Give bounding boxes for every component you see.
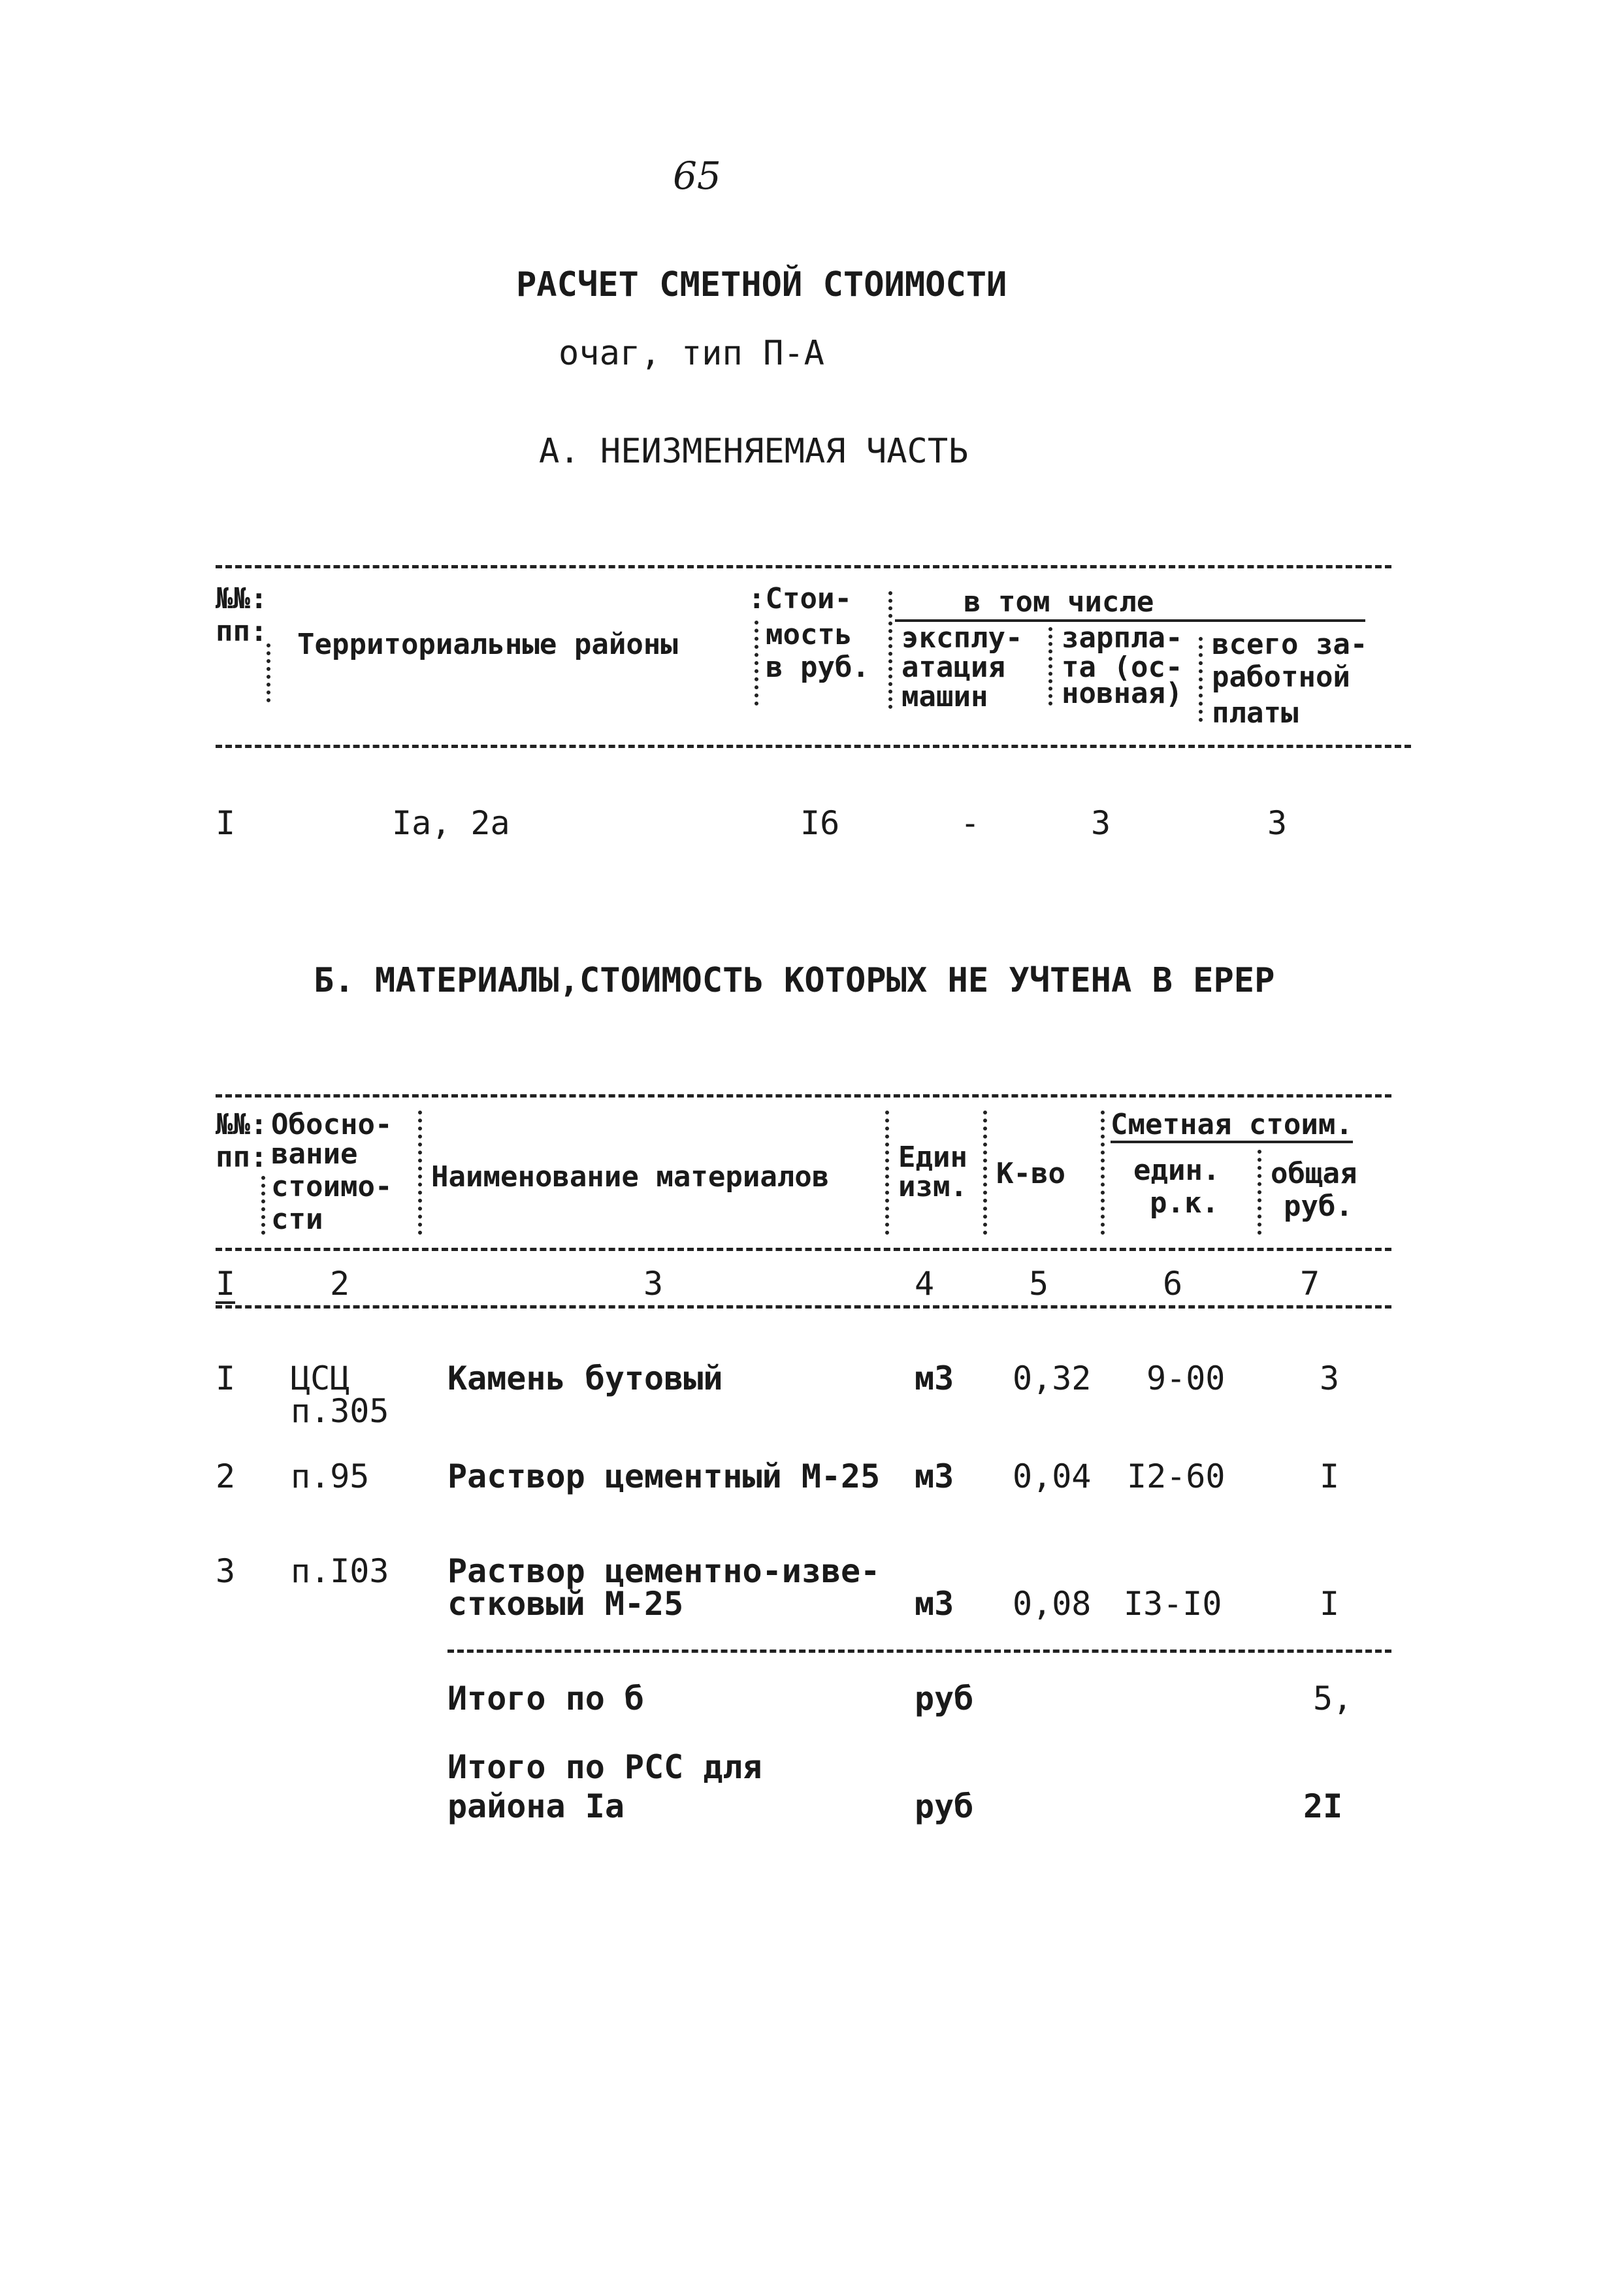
header-unit-price: р.к. — [1150, 1186, 1219, 1220]
header-cost: :Стои- — [748, 582, 852, 615]
header-cost: мость — [766, 618, 853, 651]
header-total-rub: общая — [1271, 1157, 1357, 1190]
row-number: I — [216, 1359, 236, 1397]
header-num: №№: — [216, 582, 268, 615]
section-b-top-rule — [216, 1094, 1391, 1098]
row-quantity: 0,04 — [1013, 1457, 1092, 1495]
summary-label: Итого по б — [447, 1680, 645, 1717]
totals-rule — [447, 1650, 1391, 1653]
row-basis: п.95 — [291, 1457, 370, 1495]
row-cost: I6 — [800, 804, 840, 842]
column-number: 4 — [915, 1265, 935, 1303]
column-separator — [755, 621, 758, 706]
header-machine-operation: эксплу- — [901, 621, 1023, 655]
section-a-header-rule — [216, 745, 1411, 748]
header-base-salary: зарпла- — [1062, 621, 1183, 655]
column-separator — [1258, 1150, 1261, 1235]
column-number: 7 — [1300, 1265, 1320, 1303]
section-a-heading: А. НЕИЗМЕНЯЕМАЯ ЧАСТЬ — [539, 432, 969, 471]
row-machine-operation: - — [960, 804, 981, 842]
column-separator — [267, 643, 270, 702]
header-basis: стоимо- — [271, 1170, 393, 1203]
summary-unit: руб — [915, 1680, 974, 1717]
header-unit: Един — [898, 1141, 967, 1174]
row-unit: м3 — [915, 1359, 954, 1397]
header-basis: вание — [271, 1137, 358, 1171]
summary-total: 2I — [1303, 1787, 1343, 1825]
header-basis: сти — [271, 1203, 323, 1236]
section-b-heading: Б. МАТЕРИАЛЫ,СТОИМОСТЬ КОТОРЫХ НЕ УЧТЕНА В ЕРЕР — [314, 961, 1275, 1000]
column-separator — [1101, 1111, 1105, 1235]
column-separator — [885, 1111, 889, 1235]
header-machine-operation: машин — [901, 680, 988, 713]
column-number: I — [216, 1265, 236, 1303]
column-separator — [983, 1111, 987, 1235]
row-unit-price: 9-00 — [1146, 1359, 1226, 1397]
header-basis: Обосно- — [271, 1108, 393, 1141]
row-number: 3 — [216, 1552, 236, 1590]
column-separator — [888, 591, 892, 709]
column-separator — [418, 1111, 422, 1235]
header-including: в том числе — [964, 585, 1154, 619]
row-material-name: Раствор цементный М-25 — [447, 1457, 881, 1495]
row-basis: п.I03 — [291, 1552, 389, 1590]
row-total-salary: 3 — [1267, 804, 1288, 842]
row-total: 3 — [1320, 1359, 1340, 1397]
column-separator — [1048, 627, 1052, 706]
row-unit: м3 — [915, 1585, 954, 1623]
page-number: 65 — [673, 154, 721, 198]
header-unit-price: един. — [1133, 1154, 1220, 1187]
document-subtitle: очаг, тип П-А — [559, 334, 824, 373]
column-number: 5 — [1029, 1265, 1049, 1303]
summary-total: 5, — [1313, 1680, 1353, 1717]
header-total-rub: руб. — [1284, 1190, 1353, 1223]
header-total-salary: всего за- — [1212, 628, 1368, 661]
row-quantity: 0,08 — [1013, 1585, 1092, 1623]
column-number: 2 — [330, 1265, 350, 1303]
row-total: I — [1320, 1457, 1340, 1495]
row-number: I — [216, 804, 236, 842]
row-basis: ЦСЦ — [291, 1359, 350, 1397]
row-base-salary: 3 — [1091, 804, 1111, 842]
header-total-salary: работной — [1212, 660, 1350, 694]
row-district: Iа, 2а — [392, 804, 510, 842]
section-b-header-rule — [216, 1248, 1391, 1251]
row-unit-price: I3-I0 — [1124, 1585, 1222, 1623]
document-title: РАСЧЕТ СМЕТНОЙ СТОИМОСТИ — [516, 265, 1007, 304]
header-num: №№: — [216, 1108, 268, 1141]
header-machine-operation: атация — [901, 651, 1005, 684]
header-num: пп: — [216, 1141, 268, 1174]
column-numbers-rule — [216, 1305, 1391, 1309]
summary-unit: руб — [915, 1787, 974, 1825]
header-total-salary: платы — [1212, 696, 1299, 730]
header-base-salary: новная) — [1062, 677, 1183, 710]
header-material-name: Наименование материалов — [431, 1160, 830, 1194]
summary-label: района Iа — [447, 1787, 625, 1825]
header-quantity: К-во — [996, 1157, 1065, 1190]
row-material-name: Камень бутовый — [447, 1359, 723, 1397]
row-unit: м3 — [915, 1457, 954, 1495]
summary-label: Итого по РСС для — [447, 1748, 762, 1786]
column-number: 6 — [1163, 1265, 1183, 1303]
header-cost: в руб. — [766, 651, 869, 684]
section-a-top-rule — [216, 565, 1391, 568]
header-unit: изм. — [898, 1170, 967, 1203]
row-unit-price: I2-60 — [1127, 1457, 1226, 1495]
header-estimated-cost: Сметная стоим. — [1111, 1111, 1353, 1143]
row-basis: п.305 — [291, 1392, 389, 1430]
row-quantity: 0,32 — [1013, 1359, 1092, 1397]
header-base-salary: та (ос- — [1062, 651, 1183, 684]
column-separator — [261, 1176, 265, 1235]
row-number: 2 — [216, 1457, 236, 1495]
row-total: I — [1320, 1585, 1340, 1623]
row-material-name: Раствор цементно-изве- — [447, 1552, 881, 1590]
row-material-name: стковый М-25 — [447, 1585, 684, 1623]
column-separator — [1199, 637, 1203, 722]
column-number: 3 — [643, 1265, 664, 1303]
header-num: пп: — [216, 615, 268, 648]
header-district: Территориальные районы — [297, 628, 678, 661]
